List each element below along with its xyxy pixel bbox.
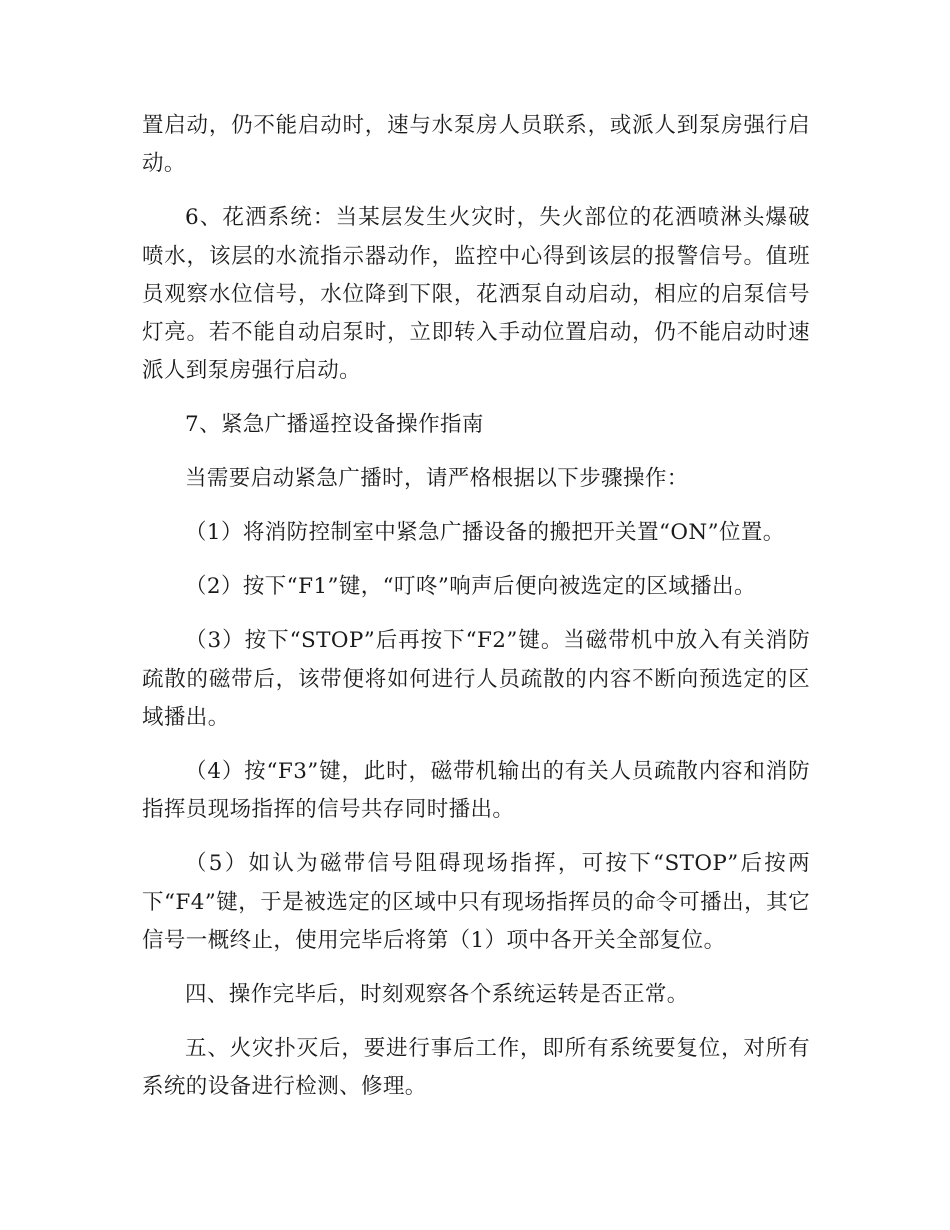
paragraph-step-1: （1）将消防控制室中紧急广播设备的搬把开关置“ON”位置。 xyxy=(185,520,785,546)
paragraph-sprinkler-system: 6、花洒系统：当某层发生火灾时，失火部位的花洒喷淋头爆破喷水，该层的水流指示器动作，监控中心得到该层的报警信号。值班员观察水位信号，水位降到下限，花洒泵自动启动，相应的启泵信号灯亮。若不能自动启泵时，立即转入手动位置启动，仍不能启动时速派人到泵房强行启动。 xyxy=(142,205,810,384)
paragraph-section-five: 五、火灾扑灭后，要进行事后工作，即所有系统要复位，对所有系统的设备进行检测、修理。 xyxy=(142,1035,810,1100)
paragraph-step-5: （5）如认为磁带信号阻碍现场指挥，可按下“STOP”后按两下“F4”键，于是被选定的区域中只有现场指挥员的命令可播出，其它信号一概终止，使用完毕后将第（1）项中各开关全部复位。 xyxy=(142,851,810,953)
paragraph-step-4: （4）按“F3”键，此时，磁带机输出的有关人员疏散内容和消防指挥员现场指挥的信号共存同时播出。 xyxy=(142,758,810,823)
paragraph-continuation: 置启动，仍不能启动时，速与水泵房人员联系，或派人到泵房强行启动。 xyxy=(142,113,810,177)
paragraph-step-3: （3）按下“STOP”后再按下“F2”键。当磁带机中放入有关消防疏散的磁带后，该带便将如何进行人员疏散的内容不断向预选定的区域播出。 xyxy=(142,628,810,730)
paragraph-broadcast-heading: 7、紧急广播遥控设备操作指南 xyxy=(185,412,484,438)
paragraph-broadcast-intro: 当需要启动紧急广播时，请严格根据以下步骤操作： xyxy=(185,466,689,492)
paragraph-step-2: （2）按下“F1”键，“叮咚”响声后便向被选定的区域播出。 xyxy=(185,574,756,600)
document-body xyxy=(142,107,810,1122)
paragraph-section-four: 四、操作完毕后，时刻观察各个系统运转是否正常。 xyxy=(185,981,689,1007)
